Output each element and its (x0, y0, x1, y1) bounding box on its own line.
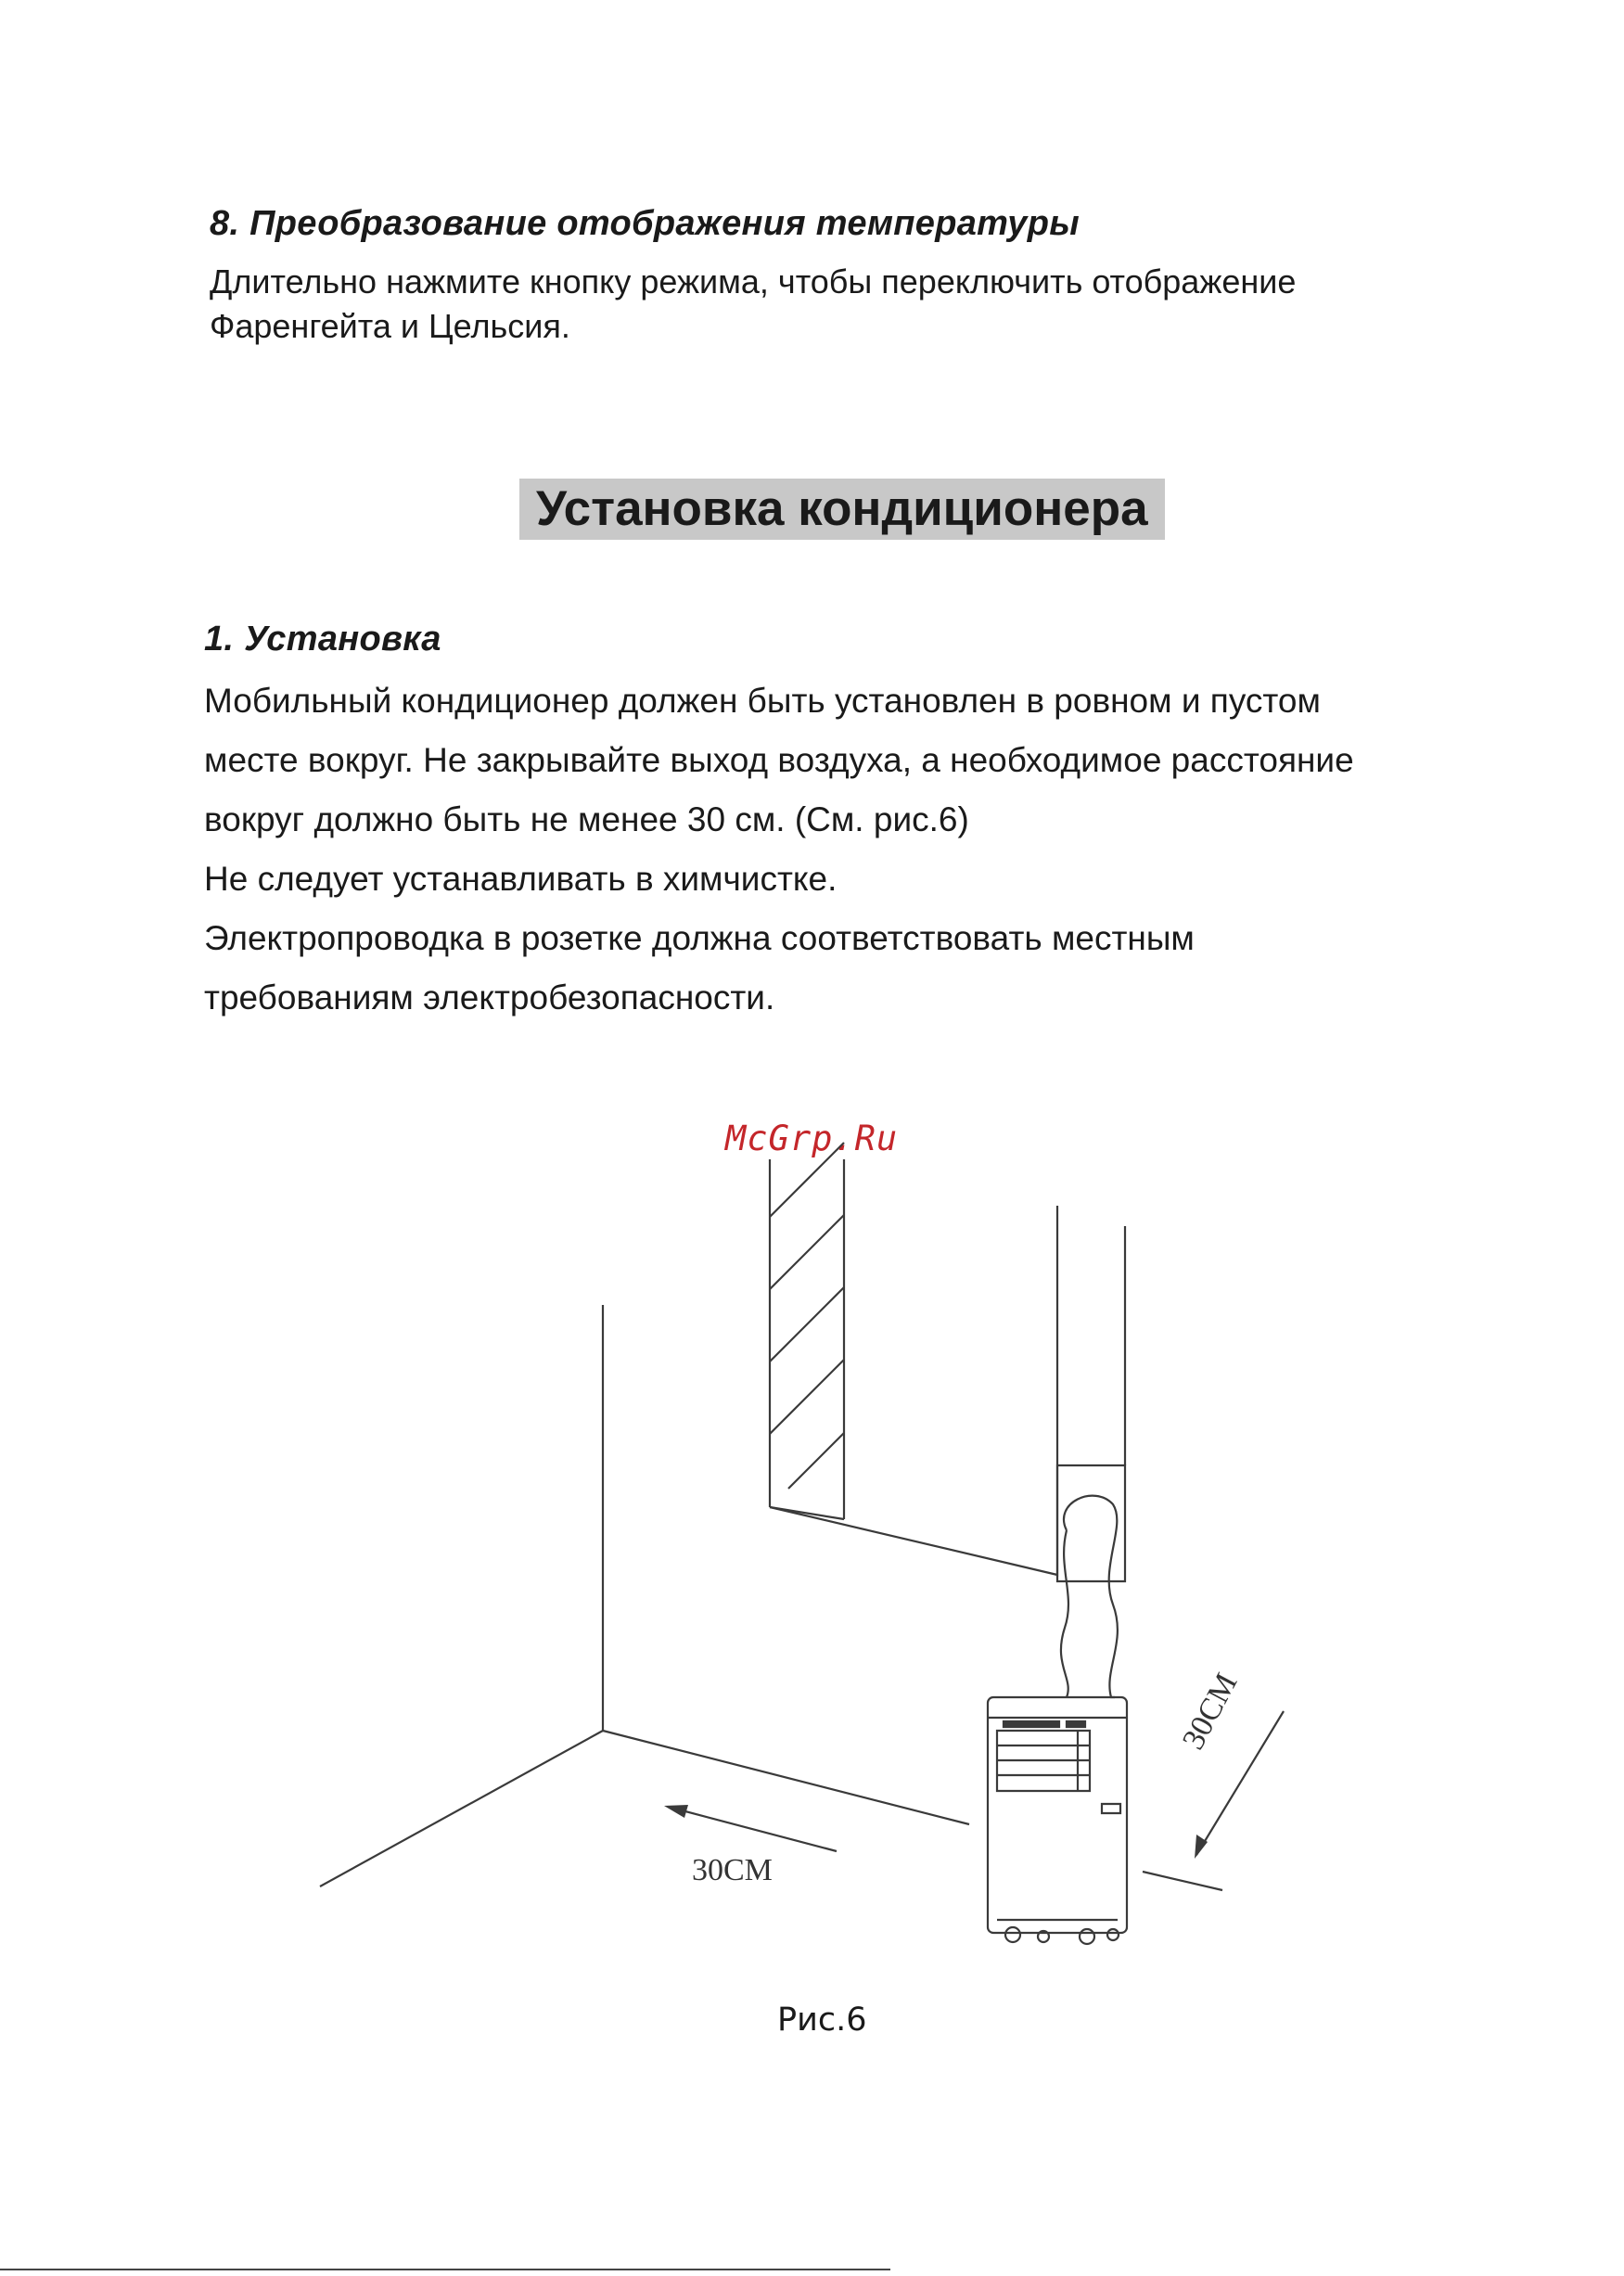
dimension-label-diagonal: 30CM (1176, 1668, 1245, 1756)
figure-caption: Рис.6 (777, 2001, 867, 2039)
ac-unit-body (988, 1697, 1127, 1933)
bottom-rule (0, 2269, 890, 2270)
section-banner-title: Установка кондиционера (519, 479, 1165, 540)
install-line-5: Электропроводка в розетке должна соответствовать местным (204, 919, 1195, 957)
ac-control-buttons (1067, 1721, 1085, 1727)
watermark-logo: McGrp.Ru (725, 1119, 899, 1158)
exhaust-hose-left (1064, 1496, 1118, 1697)
ac-side-handle (1102, 1804, 1120, 1813)
hatch-line (770, 1143, 844, 1217)
hatch-line (788, 1433, 844, 1489)
ac-wheel (1107, 1929, 1119, 1940)
install-line-1: Мобильный кондиционер должен быть установлен в ровном и пустом (204, 682, 1321, 720)
ac-control-display (1004, 1721, 1059, 1727)
dimension-label-horizontal: 30CM (692, 1853, 773, 1887)
ac-wheel (1080, 1929, 1094, 1944)
window-sill-line (770, 1507, 1057, 1575)
dimension-arrow-horizontal (668, 1807, 837, 1851)
install-line-2: месте вокруг. Не закрывайте выход воздуха, а необходимое расстояние (204, 741, 1354, 779)
window-vent-panel (1057, 1465, 1125, 1581)
install-line-3: вокруг должно быть не менее 30 см. (См. рис.6) (204, 800, 969, 838)
floor-wall-edge-right (1143, 1872, 1222, 1890)
window-pane-bottom (770, 1507, 844, 1519)
ac-wheel (1005, 1927, 1020, 1942)
install-line-6: требованиям электробезопасности. (204, 978, 775, 1017)
hatch-line (770, 1287, 844, 1362)
hatch-line (770, 1360, 844, 1434)
floor-wall-edge (603, 1731, 969, 1824)
hatch-line (770, 1215, 844, 1289)
section-8-line-2: Фаренгейта и Цельсия. (210, 307, 570, 345)
floor-left-edge (320, 1731, 603, 1886)
section-8-line-1: Длительно нажмите кнопку режима, чтобы переключить отображение (210, 262, 1297, 300)
install-heading: 1. Установка (204, 620, 441, 659)
section-8-heading: 8. Преобразование отображения температуры (210, 204, 1080, 243)
exhaust-hose-right (1061, 1530, 1068, 1697)
arrow-head-left (664, 1805, 688, 1818)
install-line-4: Не следует устанавливать в химчистке. (204, 860, 838, 898)
